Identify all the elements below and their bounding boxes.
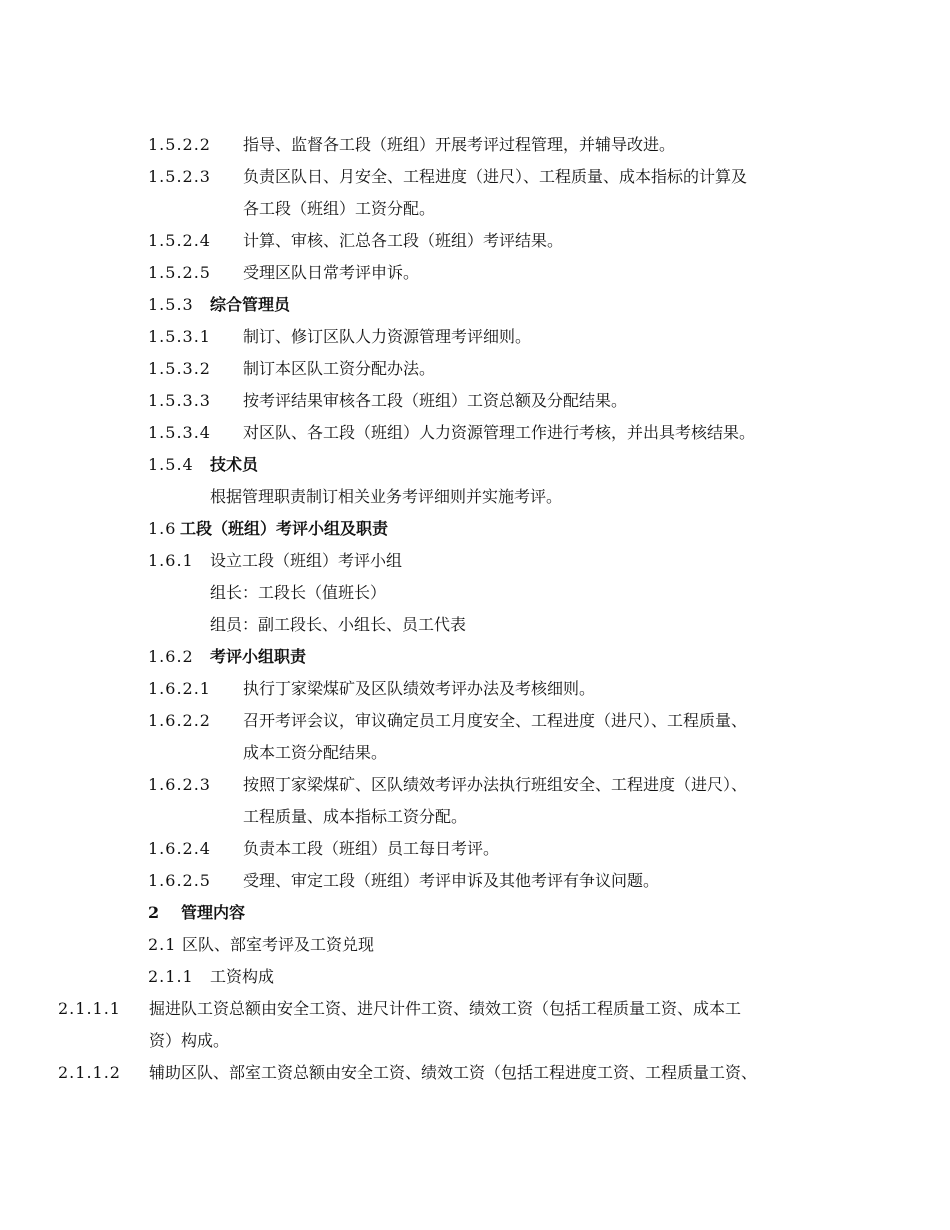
clause-text: 受理、审定工段（班组）考评申诉及其他考评有争议问题。 xyxy=(243,871,660,890)
clause-number: 1.6.2.2 xyxy=(148,711,211,730)
paragraph-text: 组员：副工段长、小组长、员工代表 xyxy=(210,615,467,634)
paragraph-text: 根据管理职责制订相关业务考评细则并实施考评。 xyxy=(210,487,563,506)
clause-number: 1.6.2.4 xyxy=(148,839,211,858)
clause-text: 执行丁家梁煤矿及区队绩效考评办法及考核细则。 xyxy=(243,679,596,698)
paragraph-text: 组长：工段长（值班长） xyxy=(210,583,387,602)
section-number: 1.6.2 xyxy=(148,647,194,666)
clause-number: 1.5.2.5 xyxy=(148,263,211,282)
clause-number: 1.5.2.4 xyxy=(148,231,211,250)
clause-number: 1.6.2.1 xyxy=(148,679,211,698)
clause-text: 辅助区队、部室工资总额由安全工资、绩效工资（包括工程进度工资、工程质量工资、 xyxy=(149,1063,758,1082)
clause-number: 1.5.3.1 xyxy=(148,327,211,346)
clause-text: 指导、监督各工段（班组）开展考评过程管理，并辅导改进。 xyxy=(243,135,676,154)
section-heading: 区队、部室考评及工资兑现 xyxy=(182,935,375,954)
clause-number: 1.6.2.3 xyxy=(148,775,211,794)
section-number: 1.5.4 xyxy=(148,455,194,474)
section-heading: 工段（班组）考评小组及职责 xyxy=(180,519,389,538)
clause-number: 2.1.1.1 xyxy=(58,999,121,1018)
section-number: 2.1.1 xyxy=(148,967,194,986)
clause-text: 按考评结果审核各工段（班组）工资总额及分配结果。 xyxy=(243,391,628,410)
clause-number: 1.5.3.4 xyxy=(148,423,211,442)
clause-text-continuation: 各工段（班组）工资分配。 xyxy=(243,199,436,218)
clause-number: 1.5.3.3 xyxy=(148,391,211,410)
section-number: 1.6.1 xyxy=(148,551,194,570)
chapter-heading: 管理内容 xyxy=(181,903,246,922)
section-heading: 工资构成 xyxy=(210,967,275,986)
clause-text: 对区队、各工段（班组）人力资源管理工作进行考核，并出具考核结果。 xyxy=(243,423,756,442)
clause-text-continuation: 成本工资分配结果。 xyxy=(243,743,388,762)
clause-text: 负责区队日、月安全、工程进度（进尺）、工程质量、成本指标的计算及 xyxy=(243,167,748,186)
clause-text-continuation: 工程质量、成本指标工资分配。 xyxy=(243,807,468,826)
clause-text: 负责本工段（班组）员工每日考评。 xyxy=(243,839,500,858)
clause-text: 召开考评会议，审议确定员工月度安全、工程进度（进尺）、工程质量、 xyxy=(243,711,748,730)
clause-text: 制订本区队工资分配办法。 xyxy=(243,359,436,378)
section-number: 1.5.3 xyxy=(148,295,194,314)
clause-number: 1.5.3.2 xyxy=(148,359,211,378)
section-heading: 设立工段（班组）考评小组 xyxy=(210,551,403,570)
section-number: 2.1 xyxy=(148,935,177,954)
clause-text: 受理区队日常考评申诉。 xyxy=(243,263,420,282)
section-heading: 考评小组职责 xyxy=(210,647,307,666)
clause-text: 按照丁家梁煤矿、区队绩效考评办法执行班组安全、工程进度（进尺）、 xyxy=(243,775,748,794)
section-number: 1.6 xyxy=(148,519,177,538)
clause-text: 计算、审核、汇总各工段（班组）考评结果。 xyxy=(243,231,564,250)
section-heading: 综合管理员 xyxy=(210,295,291,314)
clause-text: 制订、修订区队人力资源管理考评细则。 xyxy=(243,327,532,346)
clause-text: 掘进队工资总额由安全工资、进尺计件工资、绩效工资（包括工程质量工资、成本工 xyxy=(149,999,742,1018)
section-heading: 技术员 xyxy=(210,455,259,474)
clause-number: 1.6.2.5 xyxy=(148,871,211,890)
clause-number: 2.1.1.2 xyxy=(58,1063,121,1082)
clause-number: 1.5.2.3 xyxy=(148,167,211,186)
clause-text-continuation: 资）构成。 xyxy=(149,1031,230,1050)
clause-number: 1.5.2.2 xyxy=(148,135,211,154)
chapter-number: 2 xyxy=(148,903,161,922)
